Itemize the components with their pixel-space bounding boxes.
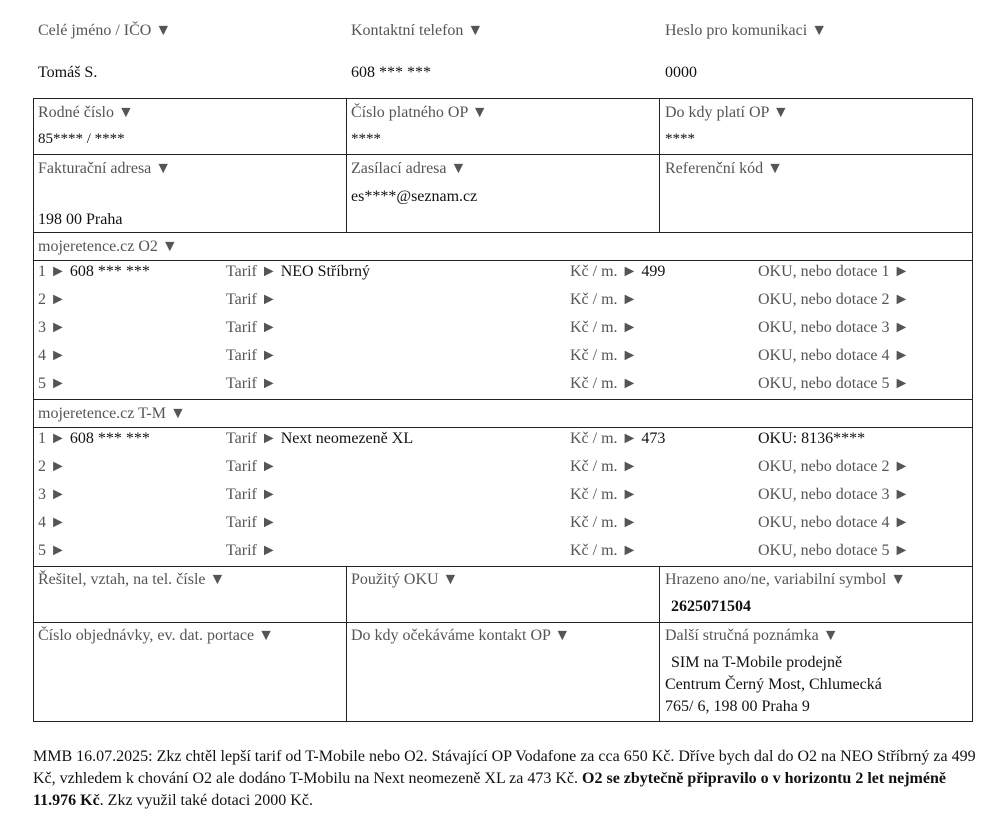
row-number[interactable]: 4 ► xyxy=(38,514,66,531)
expected-contact-label[interactable]: Do kdy očekáváme kontakt OP ▼ xyxy=(351,627,571,644)
oku-field[interactable]: OKU: 8136**** xyxy=(758,430,866,447)
price-label[interactable]: Kč / m. ► xyxy=(570,486,638,503)
tariff-label[interactable]: Tarif ► xyxy=(226,486,277,503)
id-expiry-value: **** xyxy=(665,131,695,147)
row-number[interactable]: 4 ► xyxy=(38,347,66,364)
used-oku-label[interactable]: Použitý OKU ▼ xyxy=(351,571,459,588)
retention-note xyxy=(33,746,983,812)
tariff-row xyxy=(34,455,972,483)
order-number-label[interactable]: Číslo objednávky, ev. dat. portace ▼ xyxy=(38,627,274,644)
oku-field[interactable]: OKU, nebo dotace 2 ► xyxy=(758,291,910,308)
phone-number: 608 *** *** xyxy=(69,430,150,447)
note-line: Centrum Černý Most, Chlumecká xyxy=(665,676,882,693)
o2-section-title[interactable]: mojeretence.cz O2 ▼ xyxy=(38,238,178,255)
billing-address-label[interactable]: Fakturační adresa ▼ xyxy=(38,160,172,177)
phone-label[interactable]: Kontaktní telefon ▼ xyxy=(351,22,484,39)
oku-field[interactable]: OKU, nebo dotace 1 ► xyxy=(758,263,910,280)
name-label[interactable]: Celé jméno / IČO ▼ xyxy=(38,22,172,39)
mailing-address-value: es****@seznam.cz xyxy=(351,188,478,205)
oku-field[interactable]: OKU, nebo dotace 2 ► xyxy=(758,458,910,475)
mailing-address-label[interactable]: Zasílací adresa ▼ xyxy=(351,160,467,177)
divider xyxy=(34,622,972,623)
note-text: MMB 16.07.2025: Zkz chtěl lepší tarif od T-Mobile nebo O2. Stávající OP Vodafone za cca 650 Kč. Dříve bych dal do O2 na NEO Stříbrný za 499 Kč, vzhledem k chování O2 ale dodáno T-Mobilu na Next neomezeně XL za 473 Kč. xyxy=(33,748,976,787)
divider xyxy=(659,99,660,232)
tariff-label[interactable]: Tarif ► xyxy=(226,319,277,336)
variable-symbol-value: 2625071504 xyxy=(671,598,751,615)
oku-field[interactable]: OKU, nebo dotace 3 ► xyxy=(758,486,910,503)
oku-field[interactable]: OKU, nebo dotace 5 ► xyxy=(758,375,910,392)
price-value: 499 xyxy=(641,263,666,280)
payment-label[interactable]: Hrazeno ano/ne, variabilní symbol ▼ xyxy=(665,571,907,588)
note-bold-text: O2 se zbytečně připravilo o v horizontu 2 let nejméně 11.976 Kč xyxy=(33,770,946,809)
oku-field[interactable]: OKU, nebo dotace 3 ► xyxy=(758,319,910,336)
note-line: 765/ 6, 198 00 Praha 9 xyxy=(665,698,810,715)
id-card-label[interactable]: Číslo platného OP ▼ xyxy=(351,104,488,121)
price-label[interactable]: Kč / m. ► xyxy=(570,542,638,559)
tariff-row xyxy=(34,511,972,539)
divider xyxy=(34,154,972,155)
password-label[interactable]: Heslo pro komunikaci ▼ xyxy=(665,22,828,39)
tariff-row xyxy=(34,316,972,344)
birth-number-label[interactable]: Rodné číslo ▼ xyxy=(38,104,134,121)
price-label[interactable]: Kč / m. ► xyxy=(570,347,638,364)
resolver-label[interactable]: Řešitel, vztah, na tel. čísle ▼ xyxy=(38,571,226,588)
price-label[interactable]: Kč / m. ► xyxy=(570,458,638,475)
tariff-value: Next neomezeně XL xyxy=(280,430,414,447)
price-label[interactable]: Kč / m. ► xyxy=(570,514,638,531)
divider xyxy=(346,99,347,232)
row-number[interactable]: 1 ► xyxy=(38,263,66,280)
customer-form-table xyxy=(33,98,973,722)
tariff-row xyxy=(34,288,972,316)
price-label[interactable]: Kč / m. ► xyxy=(570,375,638,392)
row-number[interactable]: 5 ► xyxy=(38,542,66,559)
note-line: SIM na T-Mobile prodejně xyxy=(671,654,843,671)
divider xyxy=(34,232,972,233)
divider xyxy=(659,566,660,722)
tariff-label[interactable]: Tarif ► xyxy=(226,375,277,392)
name-value: Tomáš S. xyxy=(38,64,98,81)
oku-field[interactable]: OKU, nebo dotace 4 ► xyxy=(758,514,910,531)
birth-number-value: 85**** / **** xyxy=(38,131,125,147)
phone-value: 608 *** *** xyxy=(351,64,431,81)
tariff-label[interactable]: Tarif ► xyxy=(226,347,277,364)
billing-address-value: 198 00 Praha xyxy=(38,211,123,228)
row-number[interactable]: 2 ► xyxy=(38,291,66,308)
tm-section-title[interactable]: mojeretence.cz T-M ▼ xyxy=(38,405,186,422)
id-expiry-label[interactable]: Do kdy platí OP ▼ xyxy=(665,104,789,121)
tariff-row xyxy=(34,260,972,288)
id-card-value: **** xyxy=(351,131,381,147)
note-tail: . Zkz využil také dotaci 2000 Kč. xyxy=(99,792,313,809)
tariff-label[interactable]: Tarif ► xyxy=(226,542,277,559)
divider xyxy=(346,566,347,722)
price-label[interactable]: Kč / m. ► xyxy=(570,291,638,308)
note-label[interactable]: Další stručná poznámka ▼ xyxy=(665,627,839,644)
reference-code-label[interactable]: Referenční kód ▼ xyxy=(665,160,784,177)
oku-field[interactable]: OKU, nebo dotace 5 ► xyxy=(758,542,910,559)
row-number[interactable]: 1 ► xyxy=(38,430,66,447)
tariff-value: NEO Stříbrný xyxy=(280,263,371,280)
oku-field[interactable]: OKU, nebo dotace 4 ► xyxy=(758,347,910,364)
row-number[interactable]: 5 ► xyxy=(38,375,66,392)
price-label[interactable]: Kč / m. ► xyxy=(570,430,638,447)
tariff-label[interactable]: Tarif ► xyxy=(226,263,277,280)
row-number[interactable]: 3 ► xyxy=(38,319,66,336)
tariff-row xyxy=(34,483,972,511)
price-label[interactable]: Kč / m. ► xyxy=(570,319,638,336)
tariff-row xyxy=(34,427,972,455)
tariff-row xyxy=(34,539,972,567)
phone-number: 608 *** *** xyxy=(69,263,150,280)
row-number[interactable]: 3 ► xyxy=(38,486,66,503)
password-value: 0000 xyxy=(665,64,697,81)
tariff-label[interactable]: Tarif ► xyxy=(226,514,277,531)
price-label[interactable]: Kč / m. ► xyxy=(570,263,638,280)
tariff-row xyxy=(34,344,972,372)
tariff-label[interactable]: Tarif ► xyxy=(226,291,277,308)
tariff-label[interactable]: Tarif ► xyxy=(226,458,277,475)
tariff-label[interactable]: Tarif ► xyxy=(226,430,277,447)
row-number[interactable]: 2 ► xyxy=(38,458,66,475)
tariff-row xyxy=(34,372,972,400)
price-value: 473 xyxy=(641,430,666,447)
